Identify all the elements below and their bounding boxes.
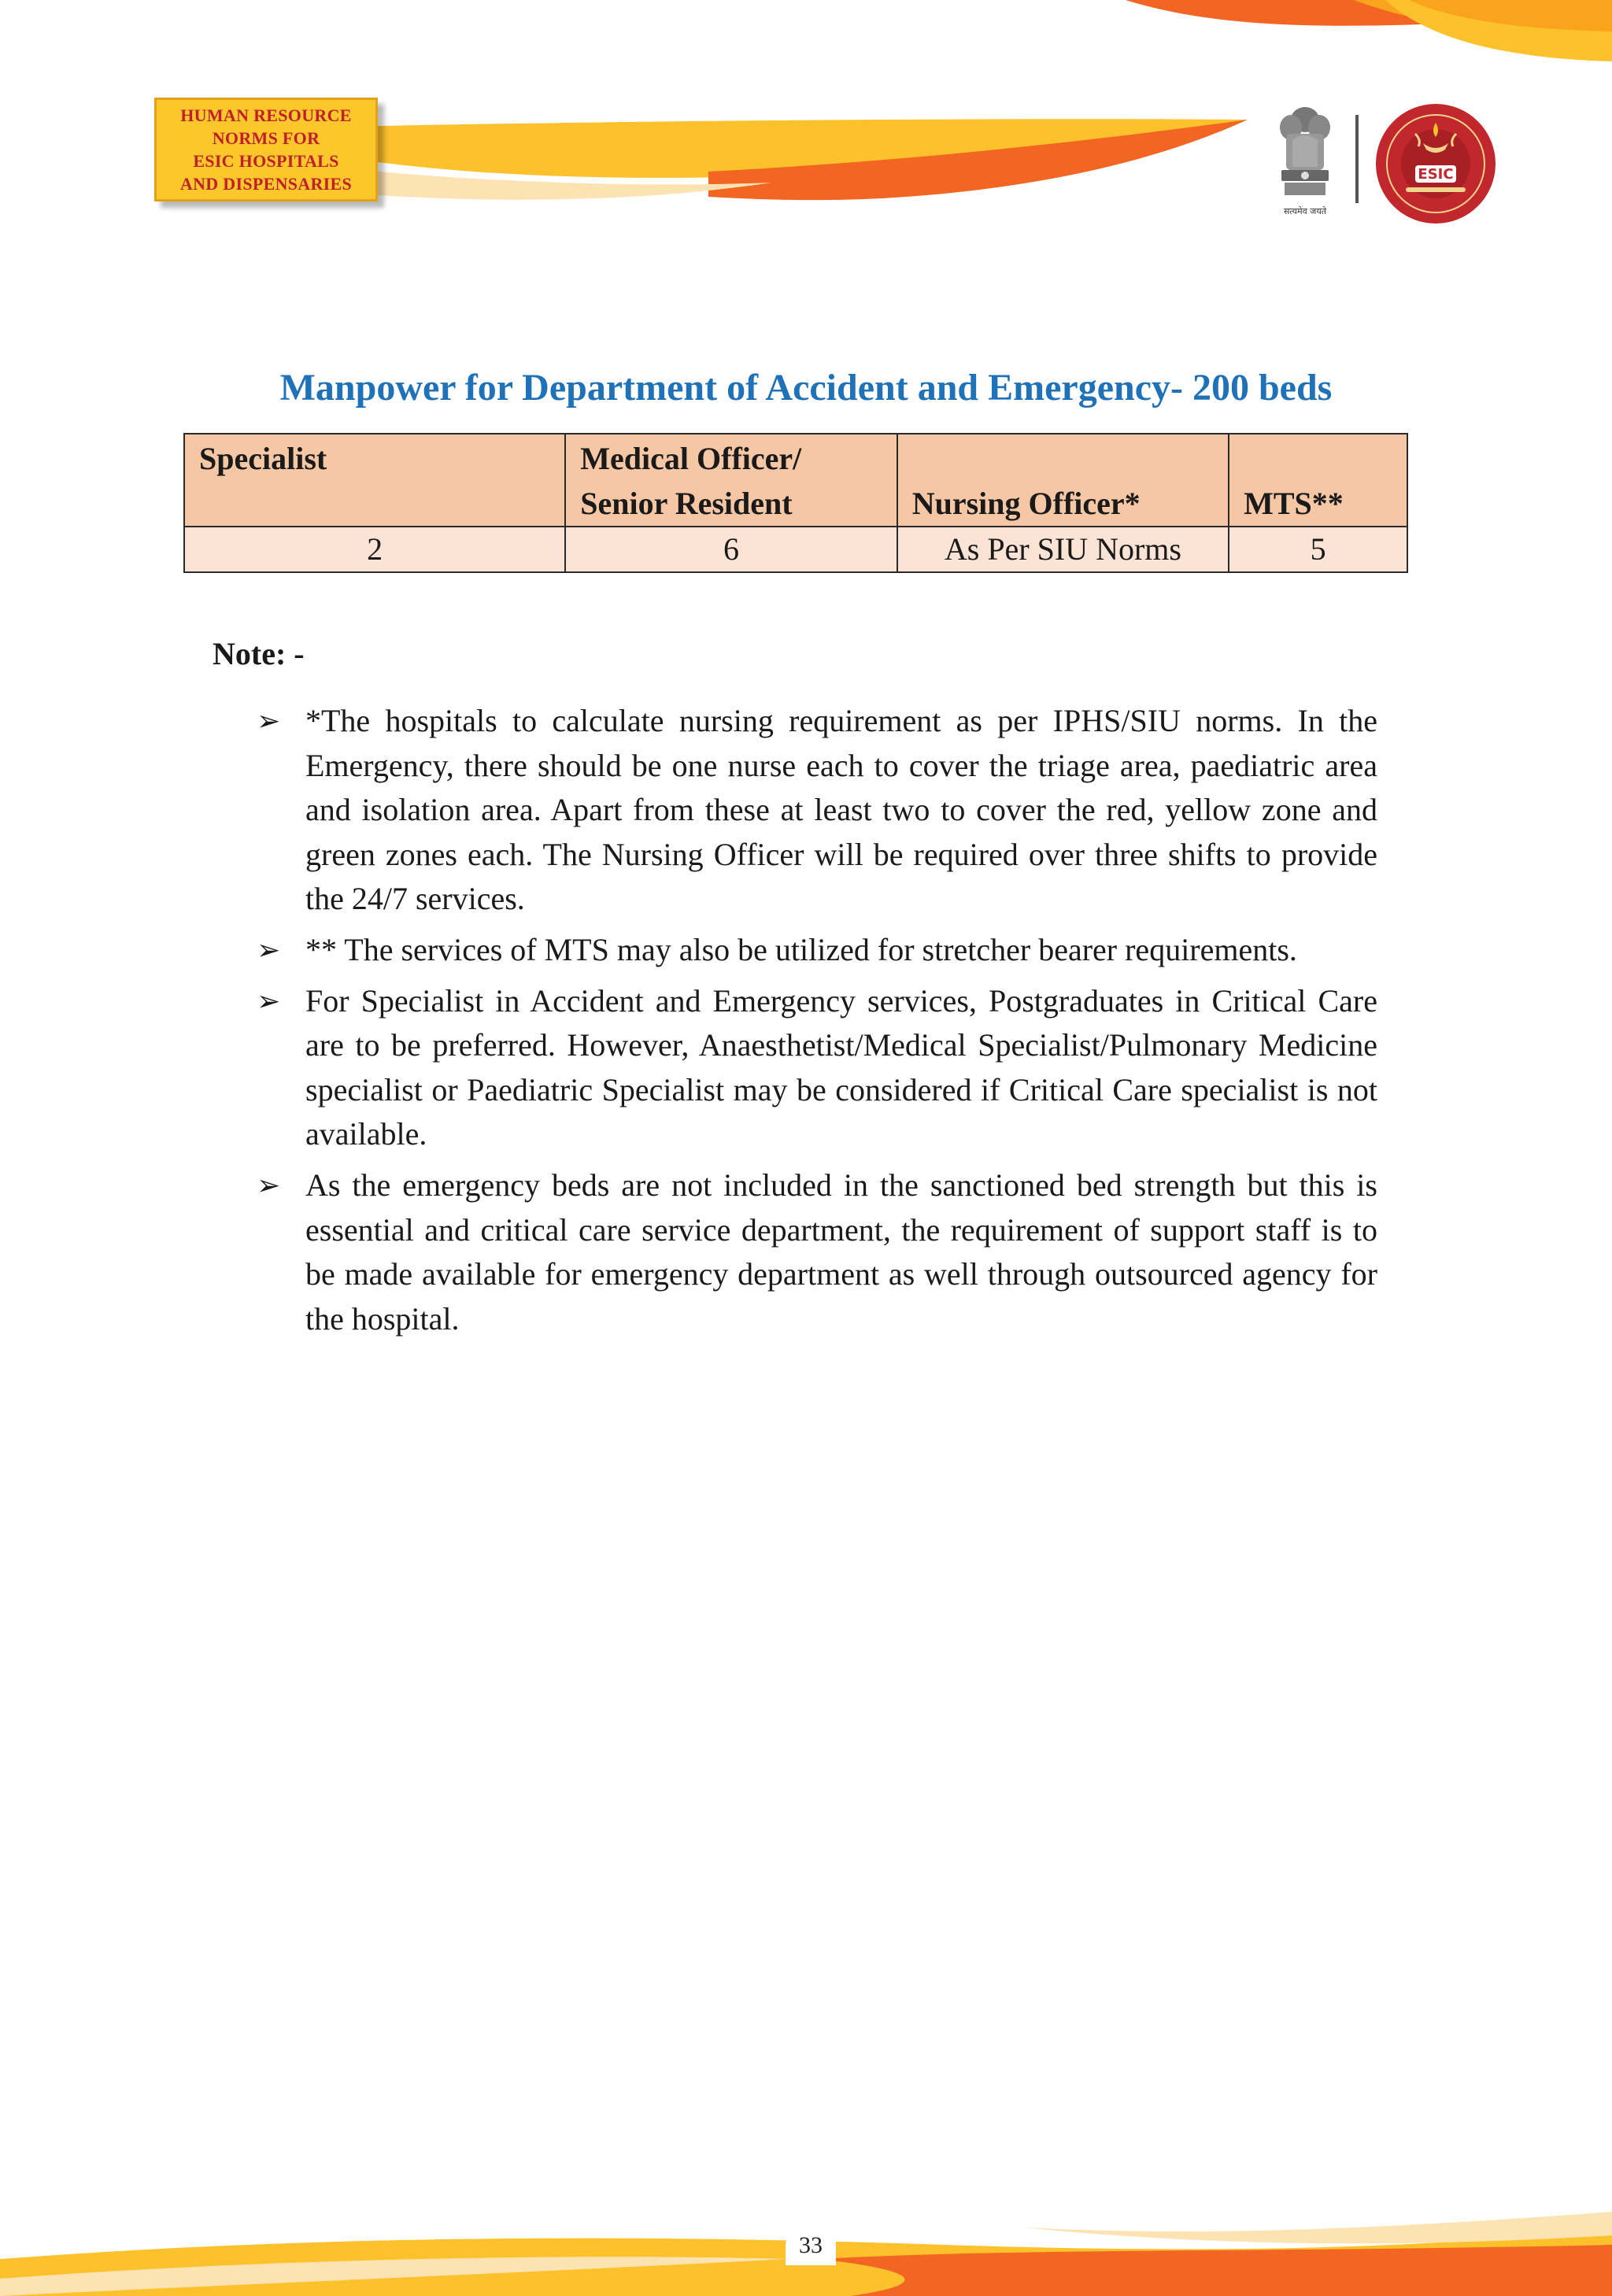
column-header: Specialist [184,434,565,527]
manpower-table [183,433,1408,573]
column-header: Nursing Officer* [897,434,1229,527]
list-item-text: ** The services of MTS may also be utilized for stretcher bearer requirements. [305,931,1297,967]
table-header-row [184,434,1407,527]
list-item-text: As the emergency beds are not included in the sanctioned bed strength but this is essential and critical care service department, the requirement of support staff is to be made available for emergency department as well through outsourced agency for the hospital. [305,1166,1377,1337]
list-item [257,979,1377,1157]
list-item [257,928,1377,973]
notes-list [257,699,1377,1348]
esic-logo-text: ESIC [1418,166,1454,183]
table-cell: 5 [1229,527,1407,572]
table-row [184,527,1407,572]
national-emblem-icon [1270,96,1340,222]
badge-line: ESIC HOSPITALS [193,151,339,171]
table-cell: As Per SIU Norms [897,527,1229,572]
list-item [257,699,1377,922]
table-cell: 2 [184,527,565,572]
arrow-bullet-icon: ➢ [257,705,281,737]
column-header: MTS** [1229,434,1407,527]
table-cell: 6 [565,527,897,572]
page-title: Manpower for Department of Accident and Emergency- 200 beds [279,367,1333,409]
badge-line: HUMAN RESOURCE [180,105,352,125]
logo-divider [1355,115,1359,203]
page-number: 33 [786,2226,836,2265]
list-item [257,1163,1377,1341]
note-label: Note: - [213,636,305,671]
arrow-bullet-icon: ➢ [257,985,281,1017]
arrow-bullet-icon: ➢ [257,934,281,966]
badge-line: AND DISPENSARIES [179,174,353,194]
badge-line: NORMS FOR [212,128,320,148]
document-series-badge [154,98,378,202]
arrow-bullet-icon: ➢ [257,1169,281,1201]
emblem-caption: सत्यमेव जयते [1283,206,1327,216]
list-item-text: For Specialist in Accident and Emergency services, Postgraduates in Critical Care are to be preferred. However, Anaesthetist/Medical Specialist/Pulmonary Medicine specialist or Paediatric Specialist may be considered if Critical Care specialist is not available. [305,982,1377,1152]
esic-logo-icon [1374,102,1497,225]
column-header: Medical Officer/ Senior Resident [565,434,897,527]
list-item-text: *The hospitals to calculate nursing requirement as per IPHS/SIU norms. In the Emergency, there should be one nurse each to cover the triage area, paediatric area and isolation area. Apart from these at least two to cover the red, yellow zone and green zones each. The Nursing Officer will be required over three shifts to provide the 24/7 services. [305,703,1377,917]
